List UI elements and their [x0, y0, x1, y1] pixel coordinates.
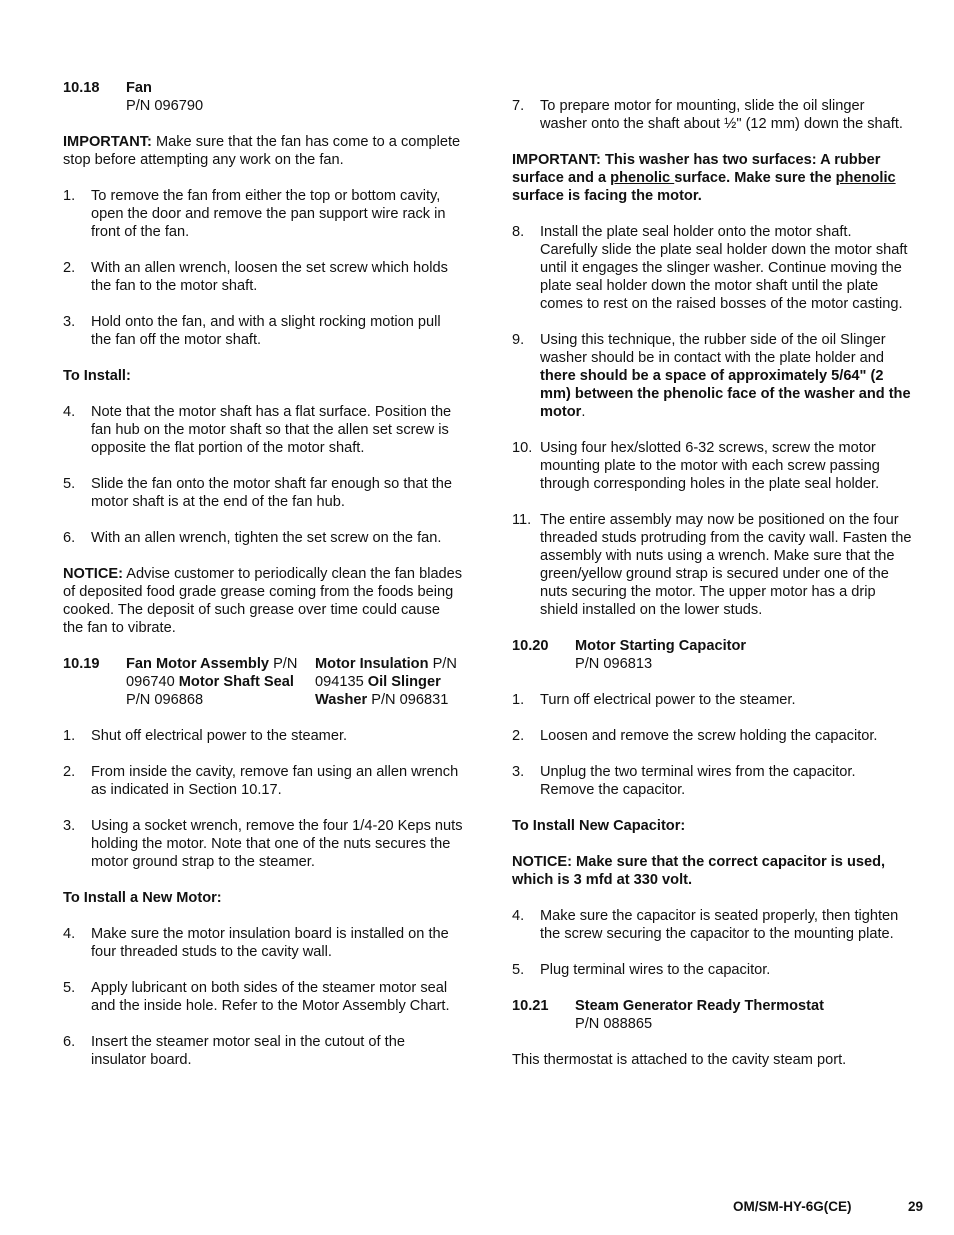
- section-10-21-header: [512, 997, 912, 1033]
- list-item: 3. Unplug the two terminal wires from the capacitor. Remove the capacitor.: [512, 764, 856, 798]
- section-number: 10.21: [512, 998, 549, 1014]
- list-item: 5. Plug terminal wires to the capacitor.: [512, 962, 771, 978]
- list-item: 4. Make sure the capacitor is seated properly, then tighten the screw securing the capacitor to the mounting plate.: [512, 908, 899, 942]
- list-item: 4. Make sure the motor insulation board is installed on the four threaded studs to the cavity wall.: [63, 926, 449, 960]
- important-washer-note: IMPORTANT: This washer has two surfaces: A rubber surface and a phenolic surface. Make sure the phenolic surface is facing the motor.: [512, 152, 896, 204]
- list-item: 2. Loosen and remove the screw holding the capacitor.: [512, 728, 878, 744]
- list-item: 6. With an allen wrench, tighten the set screw on the fan.: [63, 530, 442, 546]
- notice-note: NOTICE: Advise customer to periodically clean the fan blades of deposited food grade grease coming from the foods being cooked. The deposit of such grease over time could cause the fan to vibrate.: [63, 566, 463, 636]
- subheading-install-motor: To Install a New Motor:: [63, 890, 222, 906]
- section-number: 10.19: [63, 656, 100, 672]
- section-number: 10.18: [63, 80, 100, 96]
- list-item: 2. From inside the cavity, remove fan using an allen wrench as indicated in Section 10.17.: [63, 764, 459, 798]
- right-column: [512, 97, 912, 1087]
- list-item: 1. Turn off electrical power to the steamer.: [512, 692, 796, 708]
- list-item: 5. Slide the fan onto the motor shaft far enough so that the motor shaft is at the end of the fan hub.: [63, 476, 453, 510]
- section-title: Steam Generator Ready Thermostat: [575, 998, 824, 1014]
- list-item: 8. Install the plate seal holder onto the motor shaft. Carefully slide the plate seal holder down the motor shaft until it engages the slinger washer. Continue moving the plate seal holder down the motor shaft until the plate comes to rest on the raised bosses of the motor casting.: [512, 224, 908, 312]
- thermostat-description: This thermostat is attached to the cavity steam port.: [512, 1052, 847, 1068]
- subheading-to-install: To Install:: [63, 368, 131, 384]
- list-item: 5. Apply lubricant on both sides of the steamer motor seal and the inside hole. Refer to the Motor Assembly Chart.: [63, 980, 450, 1014]
- list-item: 7. To prepare motor for mounting, slide the oil slinger washer onto the shaft about ½" (12 mm) down the shaft.: [512, 98, 903, 132]
- document-id: OM/SM-HY-6G(CE): [733, 1199, 852, 1214]
- list-item: 11. The entire assembly may now be positioned on the four threaded studs protruding from the cavity wall. Fasten the assembly with nuts using a wrench. Make sure that the green/yellow ground strap is secured under one of the nuts securing the motor. The upper motor has a drip shield installed on the lower studs.: [512, 512, 912, 618]
- important-note: IMPORTANT: Make sure that the fan has come to a complete stop before attempting any work on the fan.: [63, 134, 461, 168]
- list-item: 4. Note that the motor shaft has a flat surface. Position the fan hub on the motor shaft so that the allen set screw is opposite the flat portion of the motor shaft.: [63, 404, 452, 456]
- list-item: 3. Hold onto the fan, and with a slight rocking motion pull the fan off the motor shaft.: [63, 314, 441, 348]
- notice-capacitor: NOTICE: Make sure that the correct capacitor is used, which is 3 mfd at 330 volt.: [512, 854, 886, 888]
- section-number: 10.20: [512, 638, 549, 654]
- left-column: [63, 79, 463, 1087]
- subheading-install-capacitor: To Install New Capacitor:: [512, 818, 686, 834]
- part-number: P/N 096790: [126, 98, 204, 114]
- page-number: 29: [908, 1199, 924, 1214]
- list-item: 1. Shut off electrical power to the steamer.: [63, 728, 348, 744]
- list-item: 2. With an allen wrench, loosen the set screw which holds the fan to the motor shaft.: [63, 260, 448, 294]
- part-number: P/N 088865: [575, 1016, 653, 1032]
- section-title: Motor Starting Capacitor: [575, 638, 747, 654]
- section-10-18-header: [63, 79, 463, 115]
- section-title: Fan: [126, 80, 152, 96]
- section-10-20-header: [512, 637, 912, 673]
- list-item: 1. To remove the fan from either the top or bottom cavity, open the door and remove the pan support wire rack in front of the fan.: [63, 188, 446, 240]
- section-10-19-header: 10.19 Fan Motor Assembly P/N 096740 Motor Shaft Seal P/N 096868 Motor Insulation P/N 094135 Oil Slinger Washer P/N 096831: [63, 656, 457, 708]
- list-item: 10. Using four hex/slotted 6-32 screws, screw the motor mounting plate to the motor with each screw passing through corresponding holes in the plate seal holder.: [512, 440, 880, 492]
- part-number: P/N 096813: [575, 656, 653, 672]
- list-item: 3. Using a socket wrench, remove the four 1/4-20 Keps nuts holding the motor. Note that one of the nuts secures the motor ground strap to the steamer.: [63, 818, 463, 870]
- list-item: 6. Insert the steamer motor seal in the cutout of the insulator board.: [63, 1034, 405, 1068]
- list-item: 9. Using this technique, the rubber side of the oil Slinger washer should be in contact with the plate holder and there should be a space of approximately 5/64" (2 mm) between the phenolic face of the washer and the motor.: [512, 332, 911, 420]
